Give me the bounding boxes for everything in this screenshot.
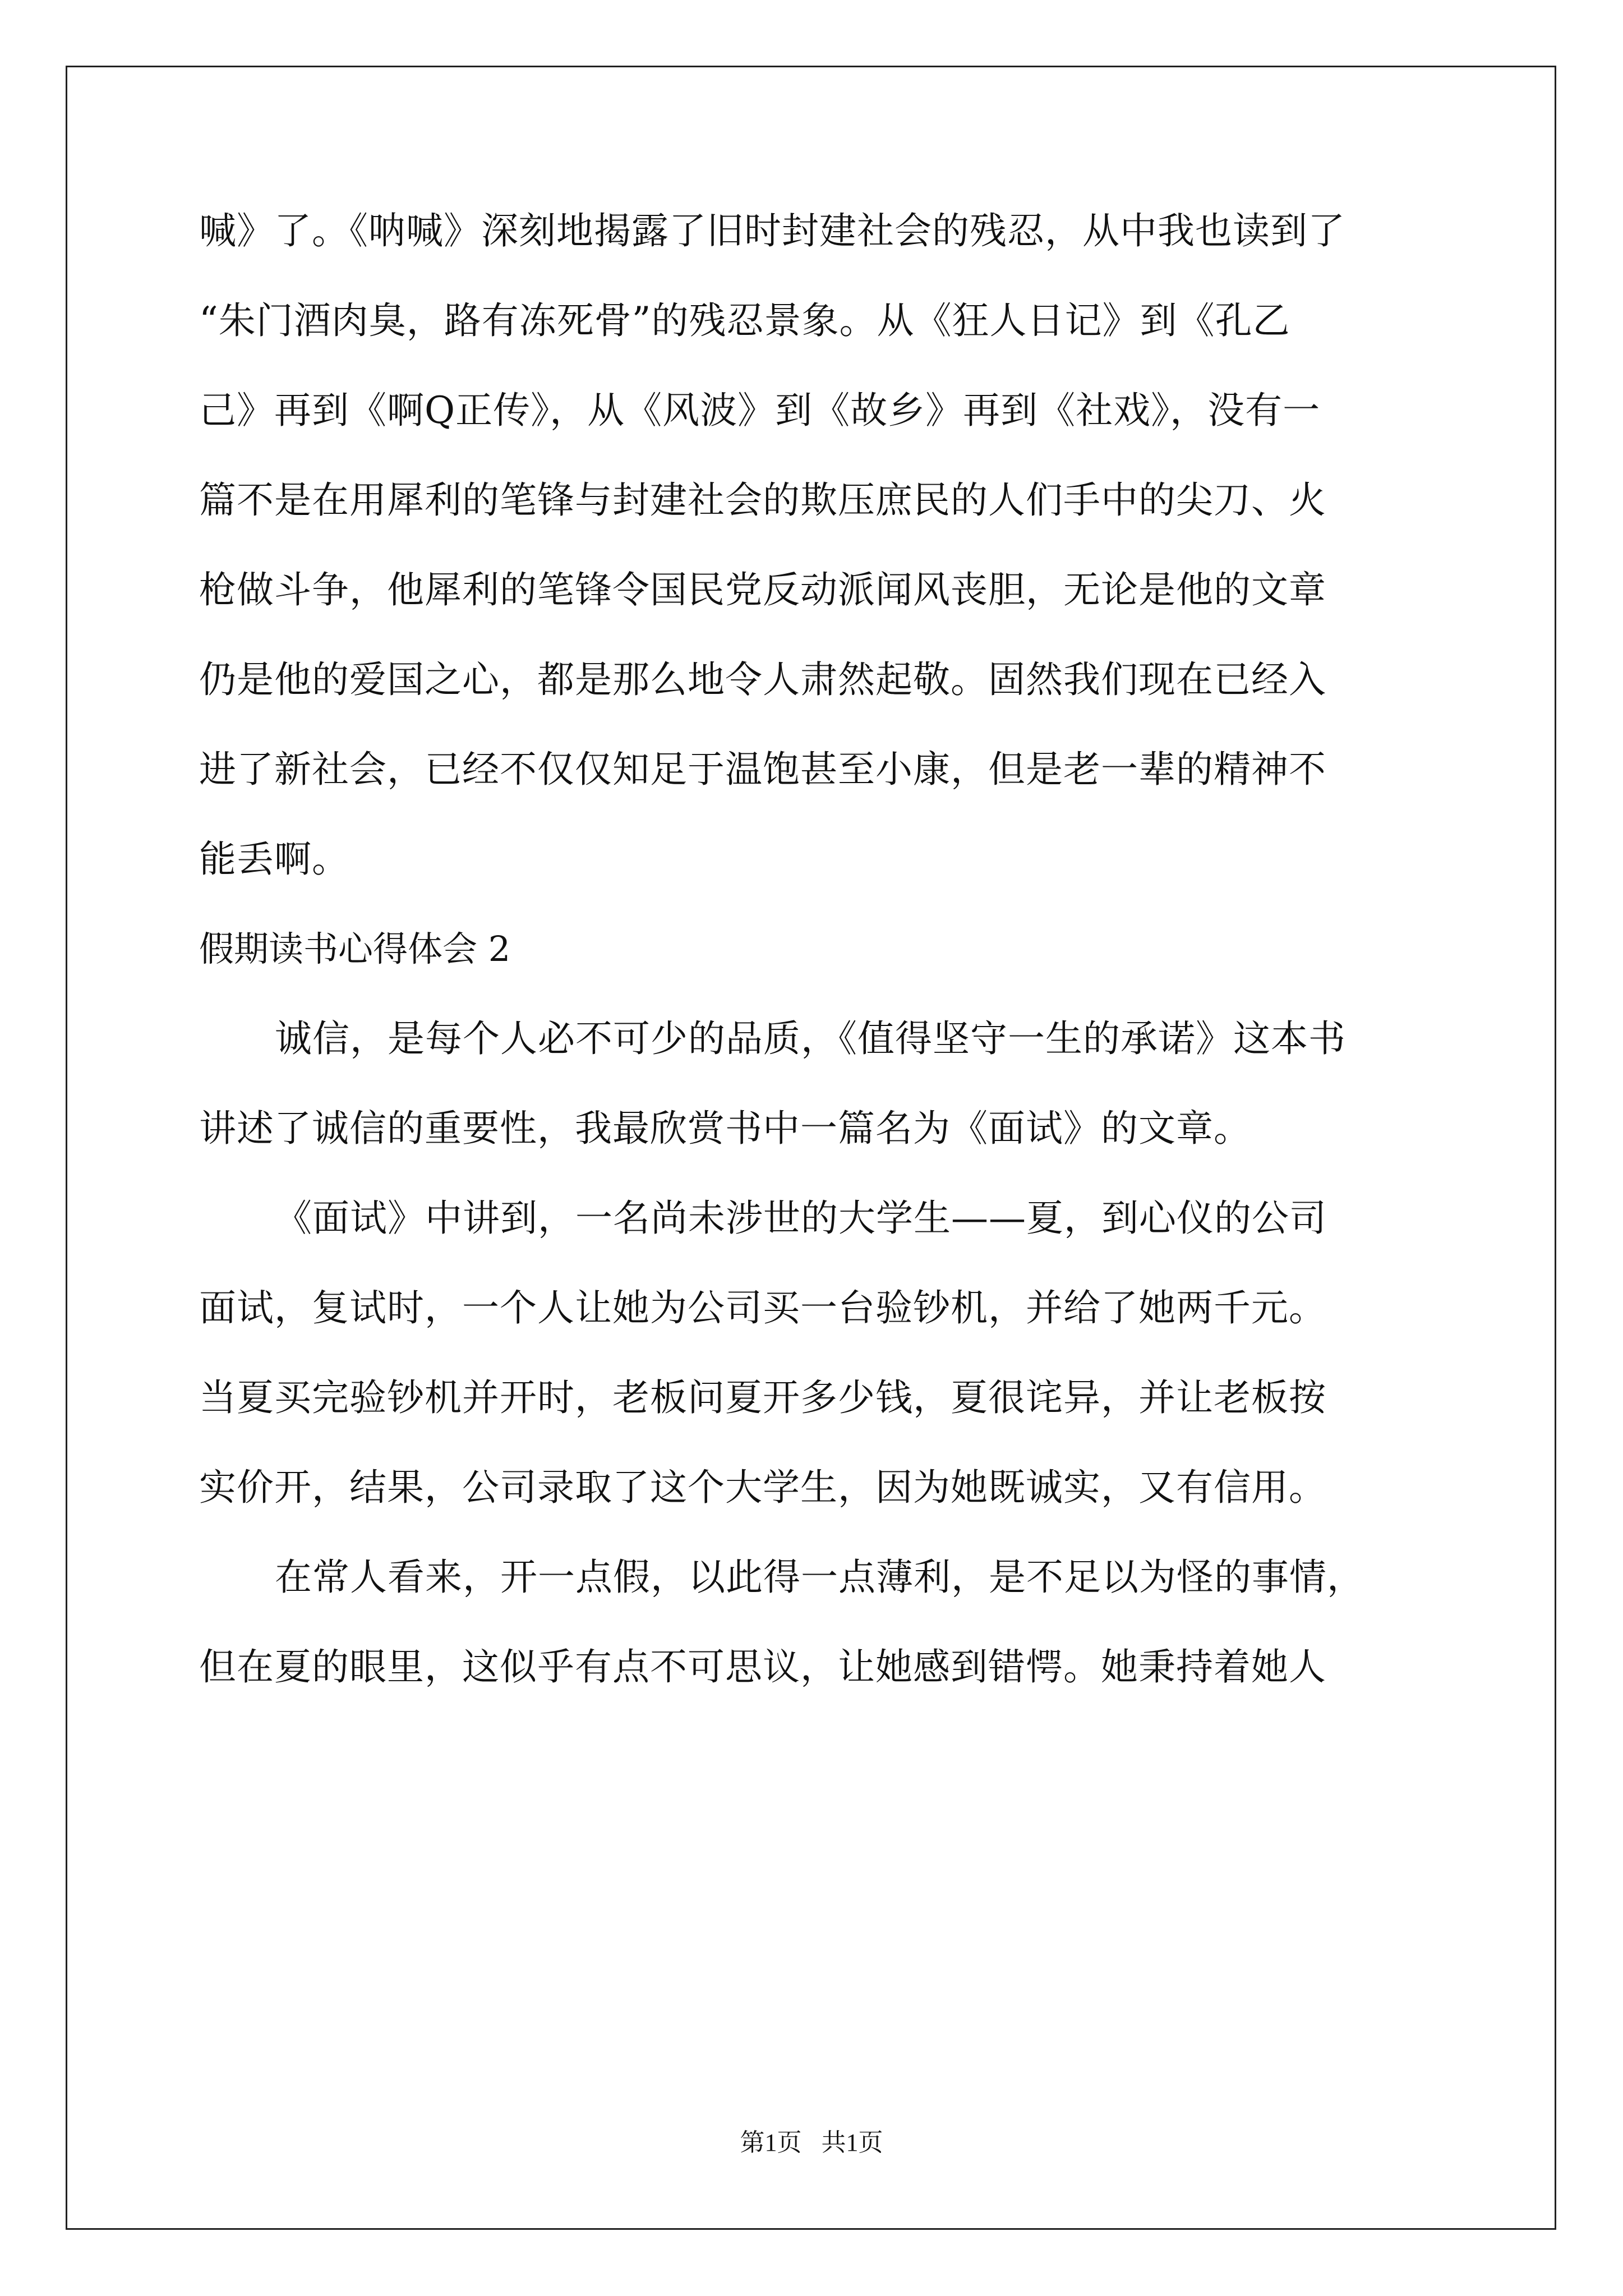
page-total: 共1页 bbox=[821, 2129, 883, 2156]
body-text-line: 喊》了。《呐喊》深刻地揭露了旧时封建社会的残忍，从中我也读到了 bbox=[199, 209, 1345, 252]
body-text-line: 己》再到《啊Q正传》，从《风波》到《故乡》再到《社戏》，没有一 bbox=[199, 389, 1321, 432]
body-text-line: 诚信，是每个人必不可少的品质，《值得坚守一生的承诺》这本书 bbox=[275, 1017, 1346, 1060]
body-text-line: 当夏买完验钞机并开时，老板问夏开多少钱，夏很诧异，并让老板按 bbox=[199, 1376, 1326, 1419]
page-footer bbox=[0, 2126, 1623, 2160]
page-number: 第1页 bbox=[740, 2129, 802, 2156]
body-text-line: 能丢啊。 bbox=[199, 838, 349, 881]
body-text-line: 《面试》中讲到，一名尚未涉世的大学生——夏，到心仪的公司 bbox=[275, 1197, 1327, 1240]
body-text-line: 在常人看来，开一点假，以此得一点薄利，是不足以为怪的事情， bbox=[275, 1556, 1364, 1599]
body-text-line: 实价开，结果，公司录取了这个大学生，因为她既诚实，又有信用。 bbox=[199, 1466, 1326, 1509]
body-text-line: 进了新社会，已经不仅仅知足于温饱甚至小康，但是老一辈的精神不 bbox=[199, 748, 1326, 791]
body-text-line: “朱门酒肉臭，路有冻死骨”的残忍景象。从《狂人日记》到《孔乙 bbox=[199, 299, 1290, 342]
body-text-line: 仍是他的爱国之心，都是那么地令人肃然起敬。固然我们现在已经入 bbox=[199, 658, 1326, 701]
body-text-line: 面试，复试时，一个人让她为公司买一台验钞机，并给了她两千元。 bbox=[199, 1286, 1326, 1329]
body-text-line: 枪做斗争，他犀利的笔锋令国民党反动派闻风丧胆，无论是他的文章 bbox=[199, 568, 1326, 611]
body-text-line: 篇不是在用犀利的笔锋与封建社会的欺压庶民的人们手中的尖刀、火 bbox=[199, 478, 1326, 522]
section-heading: 假期读书心得体会 2 bbox=[199, 928, 511, 969]
body-text-line: 但在夏的眼里，这似乎有点不可思议，让她感到错愕。她秉持着她人 bbox=[199, 1645, 1326, 1688]
body-text-line: 讲述了诚信的重要性，我最欣赏书中一篇名为《面试》的文章。 bbox=[199, 1107, 1251, 1150]
